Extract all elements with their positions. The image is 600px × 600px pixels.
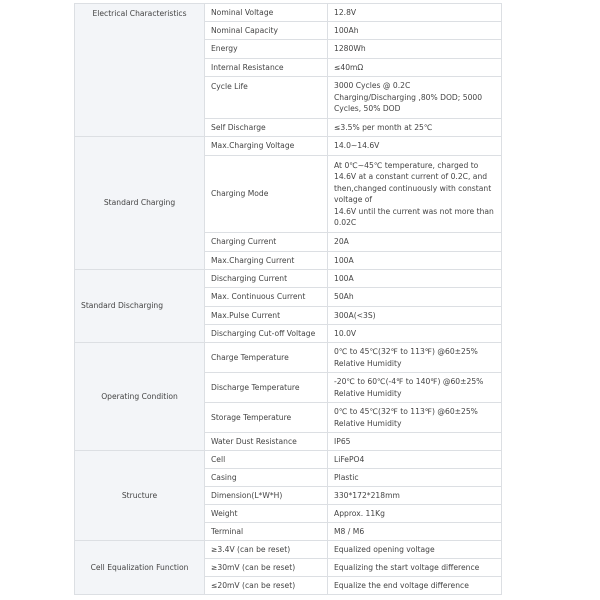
param-value: 10.0V [328, 325, 502, 343]
param-value: 50Ah [328, 288, 502, 307]
param-value: LiFePO4 [328, 451, 502, 469]
param-name: Charging Current [205, 233, 328, 252]
param-value: Equalized opening voltage [328, 541, 502, 559]
param-value: ≤40mΩ [328, 59, 502, 77]
param-value: 100A [328, 270, 502, 288]
param-name: Max.Pulse Current [205, 307, 328, 325]
param-name: Discharging Cut-off Voltage [205, 325, 328, 343]
param-value: 12.8V [328, 4, 502, 22]
param-name: Weight [205, 505, 328, 523]
param-value: 0℃ to 45℃(32℉ to 113℉) @60±25% Relative Humidity [328, 343, 502, 373]
param-value: 0℃ to 45℃(32℉ to 113℉) @60±25% Relative Humidity [328, 403, 502, 433]
param-name: Max.Charging Voltage [205, 137, 328, 156]
param-value: 100A [328, 252, 502, 270]
param-value: -20℃ to 60℃(-4℉ to 140℉) @60±25% Relative Humidity [328, 373, 502, 403]
param-value: Plastic [328, 469, 502, 487]
param-name: Cell [205, 451, 328, 469]
param-value: Equalizing the start voltage difference [328, 559, 502, 577]
param-name: Terminal [205, 523, 328, 541]
param-name: Dimension(L*W*H) [205, 487, 328, 505]
param-name: ≤20mV (can be reset) [205, 577, 328, 595]
param-name: Cycle Life [205, 77, 328, 119]
param-value: M8 / M6 [328, 523, 502, 541]
spec-row [75, 541, 502, 559]
group-label: Operating Condition [75, 343, 205, 451]
group-label: Electrical Characteristics [75, 4, 205, 137]
param-name: Storage Temperature [205, 403, 328, 433]
param-name: Nominal Voltage [205, 4, 328, 22]
param-value: 3000 Cycles @ 0.2C Charging/Discharging ,80% DOD; 5000 Cycles, 50% DOD [328, 77, 502, 119]
param-name: Water Dust Resistance [205, 433, 328, 451]
param-name: Charging Mode [205, 156, 328, 233]
param-name: Discharge Temperature [205, 373, 328, 403]
spec-row [75, 451, 502, 469]
param-name: Internal Resistance [205, 59, 328, 77]
spec-row [75, 4, 502, 22]
group-label: Structure [75, 451, 205, 541]
param-name: ≥3.4V (can be reset) [205, 541, 328, 559]
param-name: Self Discharge [205, 119, 328, 137]
param-value: Approx. 11Kg [328, 505, 502, 523]
param-name: Energy [205, 40, 328, 59]
param-name: Nominal Capacity [205, 22, 328, 40]
param-value: 100Ah [328, 22, 502, 40]
param-value: ≤3.5% per month at 25℃ [328, 119, 502, 137]
group-label: Cell Equalization Function [75, 541, 205, 595]
param-value: 14.0~14.6V [328, 137, 502, 156]
param-name: ≥30mV (can be reset) [205, 559, 328, 577]
param-name: Discharging Current [205, 270, 328, 288]
param-value: 20A [328, 233, 502, 252]
param-value: 300A(<3S) [328, 307, 502, 325]
param-name: Max.Charging Current [205, 252, 328, 270]
param-name: Casing [205, 469, 328, 487]
param-value: 330*172*218mm [328, 487, 502, 505]
param-name: Max. Continuous Current [205, 288, 328, 307]
param-value: 1280Wh [328, 40, 502, 59]
param-value: Equalize the end voltage difference [328, 577, 502, 595]
param-value: At 0℃~45℃ temperature, charged to 14.6V at a constant current of 0.2C, and then,changed continuously with constant voltage of 14.6V until the current was not more than 0.02C [328, 156, 502, 233]
group-label: Standard Charging [75, 137, 205, 270]
spec-row [75, 343, 502, 373]
group-label: Standard Discharging [75, 270, 205, 343]
param-name: Charge Temperature [205, 343, 328, 373]
spec-table [74, 3, 502, 595]
spec-row [75, 270, 502, 288]
spec-row [75, 137, 502, 156]
param-value: IP65 [328, 433, 502, 451]
